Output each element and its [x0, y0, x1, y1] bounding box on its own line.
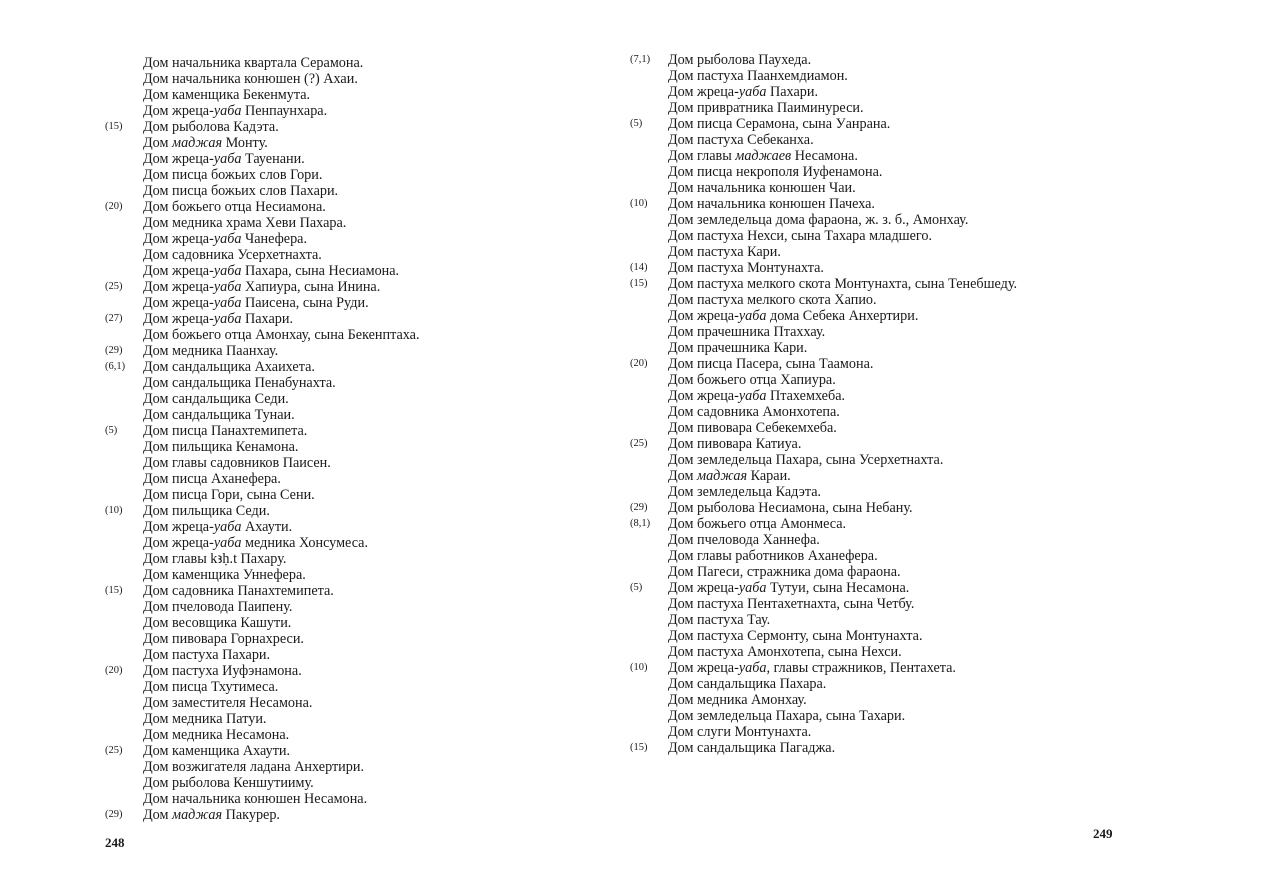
entry-text	[143, 183, 338, 199]
entry-text-main: Дом жреца-	[668, 580, 739, 596]
entry-text	[143, 679, 278, 695]
line-number: (15)	[630, 742, 648, 753]
entry-text	[668, 244, 781, 260]
entry-text	[143, 727, 289, 743]
entry-text	[668, 420, 837, 436]
entry-text-main: Дом главы kꜣḥ.t Пахару.	[143, 551, 287, 567]
line-number: (8,1)	[630, 518, 651, 529]
entry-text-main: Дом писца божьих слов Гори.	[143, 167, 323, 183]
entry-text	[668, 372, 836, 388]
entry-text	[143, 135, 268, 151]
entry-text	[668, 500, 913, 516]
entry-text-italic: уаба	[213, 311, 242, 327]
entry-text-main: Дом сандальщика Седи.	[143, 391, 289, 407]
page-number: 248	[105, 835, 125, 850]
entry-text-main: Дом земледельца Пахара, сына Усерхетнахта.	[668, 452, 944, 468]
entry-text	[668, 436, 801, 452]
entry-text-rest: Пакурер.	[222, 807, 280, 823]
entry-text-main: Дом рыболова Кеншутииму.	[143, 775, 314, 791]
entry-text-main: Дом прачешника Птаххау.	[668, 324, 826, 340]
entry-text	[668, 548, 878, 564]
entry-text-rest: Пахари.	[241, 311, 293, 327]
line-number: (10)	[630, 662, 648, 673]
entry-text	[143, 759, 364, 775]
entry-text-main: Дом сандальщика Пагаджа.	[668, 740, 836, 756]
entry-text-main: Дом пильщика Кенамона.	[143, 439, 299, 455]
left-page	[0, 0, 630, 893]
entry-text-italic: уаба	[213, 519, 242, 535]
entry-text	[143, 407, 295, 423]
entry-text-rest: Монту.	[222, 135, 268, 151]
entry-text	[668, 596, 914, 612]
entry-text-main: Дом земледельца Кадэта.	[668, 484, 822, 500]
entry-text-italic: уаба	[738, 660, 767, 676]
entry-text-main: Дом пастуха Амонхотепа, сына Нехси.	[668, 644, 902, 660]
entry-text-main: Дом жреца-	[143, 151, 214, 167]
entry-text	[668, 708, 905, 724]
entry-text	[668, 212, 968, 228]
entry-text-main: Дом главы	[668, 148, 736, 164]
entry-text-main: Дом пастуха Себеканха.	[668, 132, 814, 148]
entry-text-main: Дом	[143, 135, 173, 151]
entry-text-rest: Хапиура, сына Инина.	[241, 279, 381, 295]
entry-text-main: Дом медника Паанхау.	[143, 343, 279, 359]
entry-text-main: Дом пастуха Иуфэнамона.	[143, 663, 302, 679]
entry-text	[143, 455, 331, 471]
entry-text	[668, 580, 909, 596]
entry-text	[143, 391, 289, 407]
entry-text-main: Дом жреца-	[143, 535, 214, 551]
entry-text-main: Дом медника Амонхау.	[668, 692, 807, 708]
entry-text-main: Дом садовника Амонхотепа.	[668, 404, 840, 420]
entry-text-main: Дом начальника конюшен Несамона.	[143, 791, 368, 807]
entry-text	[668, 644, 902, 660]
line-number: (5)	[105, 425, 118, 436]
entry-text-main: Дом писца Панахтемипета.	[143, 423, 308, 439]
entry-text-main: Дом медника Несамона.	[143, 727, 290, 743]
entry-text-rest: Караи.	[747, 468, 791, 484]
entry-text-main: Дом жреца-	[668, 388, 739, 404]
entry-text	[143, 711, 266, 727]
entry-text	[143, 663, 302, 679]
entry-text	[668, 116, 890, 132]
entry-text-main: Дом божьего отца Несиамона.	[143, 199, 326, 215]
entry-text	[143, 535, 368, 551]
entry-text-main: Дом рыболова Несиамона, сына Небану.	[668, 500, 913, 516]
entry-text-main: Дом писца Гори, сына Сени.	[143, 487, 315, 503]
line-number: (7,1)	[630, 54, 651, 65]
entry-text	[668, 132, 814, 148]
line-number: (15)	[105, 121, 123, 132]
entry-text-main: Дом жреца-	[143, 519, 214, 535]
entry-text-main: Дом садовника Панахтемипета.	[143, 583, 334, 599]
entry-text	[143, 519, 292, 535]
entry-text	[668, 196, 875, 212]
entry-text-main: Дом пастуха Сермонту, сына Монтунахта.	[668, 628, 923, 644]
entry-text-main: Дом пчеловода Ханнефа.	[668, 532, 820, 548]
entry-text-italic: уаба	[738, 580, 767, 596]
entry-text-main: Дом пастуха мелкого скота Монтунахта, сына Тенебшеду.	[668, 276, 1018, 292]
entry-text	[668, 324, 825, 340]
entry-text-rest: Тутуи, сына Несамона.	[766, 580, 910, 596]
entry-text-main: Дом Пагеси, стражника дома фараона.	[668, 564, 901, 580]
entry-text-italic: уаба	[738, 308, 767, 324]
entry-text	[143, 279, 380, 295]
entry-text	[143, 471, 281, 487]
entry-text-main: Дом жреца-	[143, 295, 214, 311]
entry-text-rest: Пахара, сына Несиамона.	[241, 263, 400, 279]
entry-text-main: Дом жреца-	[143, 231, 214, 247]
entry-text	[668, 388, 845, 404]
entry-text	[668, 308, 918, 324]
line-number: (5)	[630, 118, 643, 129]
entry-text-italic: уаба	[213, 263, 242, 279]
entry-text-main: Дом сандальщика Пенабунахта.	[143, 375, 336, 391]
entry-text-main: Дом	[668, 468, 698, 484]
entry-text-italic: уаба	[213, 231, 242, 247]
entry-text-main: Дом начальника конюшен (?) Ахаи.	[143, 71, 358, 87]
entry-text-main: Дом писца Пасера, сына Таамона.	[668, 356, 874, 372]
line-number: (29)	[630, 502, 648, 513]
entry-text	[668, 516, 846, 532]
entry-text-main: Дом жреца-	[143, 103, 214, 119]
entry-text	[668, 292, 877, 308]
page-number: 249	[1093, 826, 1113, 841]
entry-text	[668, 260, 824, 276]
entry-text-main: Дом пастуха Монтунахта.	[668, 260, 824, 276]
entry-text-italic: уаба	[213, 103, 242, 119]
entry-text-main: Дом весовщика Кашути.	[143, 615, 292, 631]
entry-text	[143, 599, 292, 615]
entry-text-main: Дом пивовара Катиуа.	[668, 436, 802, 452]
entry-text	[143, 423, 307, 439]
entry-text-main: Дом каменщика Ахаути.	[143, 743, 291, 759]
entry-text	[143, 247, 322, 263]
entry-text	[668, 340, 807, 356]
entry-text	[143, 327, 420, 343]
entry-text	[143, 199, 326, 215]
entry-text	[143, 359, 315, 375]
entry-text	[143, 263, 399, 279]
line-number: (14)	[630, 262, 648, 273]
line-number: (25)	[630, 438, 648, 449]
entry-text-main: Дом земледельца Пахара, сына Тахари.	[668, 708, 906, 724]
entry-text-main: Дом жреца-	[668, 308, 739, 324]
entry-text-main: Дом начальника конюшен Чаи.	[668, 180, 856, 196]
entry-text	[143, 87, 310, 103]
entry-text-main: Дом божьего отца Амонхау, сына Бекенптаха.	[143, 327, 420, 343]
entry-text-rest: Пахари.	[766, 84, 818, 100]
entry-text-main: Дом пчеловода Паипену.	[143, 599, 293, 615]
entry-text	[668, 180, 856, 196]
line-number: (20)	[105, 665, 123, 676]
entry-text	[143, 631, 304, 647]
entry-text-italic: уаба	[738, 84, 767, 100]
entry-text-main: Дом рыболова Паухеда.	[668, 52, 812, 68]
entry-text	[668, 148, 858, 164]
entry-text	[668, 612, 770, 628]
entry-text	[668, 692, 807, 708]
entry-text-main: Дом пивовара Горнахреси.	[143, 631, 304, 647]
entry-text-main: Дом медника Патуи.	[143, 711, 267, 727]
entry-text-italic: уаба	[738, 388, 767, 404]
entry-text	[668, 84, 818, 100]
entry-text	[143, 567, 306, 583]
line-number: (20)	[630, 358, 648, 369]
line-number: (5)	[630, 582, 643, 593]
entry-text-rest: Несамона.	[791, 148, 858, 164]
entry-text-main: Дом каменщика Бекенмута.	[143, 87, 311, 103]
entry-text-main: Дом пивовара Себекемхеба.	[668, 420, 837, 436]
entry-text	[668, 628, 923, 644]
entry-text	[668, 100, 864, 116]
line-number: (25)	[105, 745, 123, 756]
entry-text	[143, 791, 367, 807]
entry-text	[668, 276, 1017, 292]
entry-text-main: Дом писца Аханефера.	[143, 471, 281, 487]
entry-text	[143, 151, 305, 167]
entry-text-italic: маджая	[697, 468, 748, 484]
entry-text	[143, 743, 290, 759]
entry-text-italic: маджаев	[735, 148, 792, 164]
entry-text	[143, 55, 363, 71]
entry-text-main: Дом медника храма Хеви Пахара.	[143, 215, 347, 231]
entry-text-main: Дом писца Тхутимеса.	[143, 679, 279, 695]
entry-text-main: Дом жреца-	[143, 263, 214, 279]
entry-text-rest: медника Хонсумеса.	[241, 535, 369, 551]
entry-text-rest: дома Себека Анхертири.	[766, 308, 919, 324]
entry-text	[143, 551, 286, 567]
entry-text-main: Дом пильщика Седи.	[143, 503, 270, 519]
entry-text-main: Дом жреца-	[668, 660, 739, 676]
entry-text-main: Дом главы работников Аханефера.	[668, 548, 878, 564]
entry-text	[143, 807, 280, 823]
entry-text	[143, 311, 293, 327]
entry-text	[143, 775, 314, 791]
line-number: (20)	[105, 201, 123, 212]
entry-text	[668, 564, 901, 580]
entry-text	[143, 503, 270, 519]
entry-text-main: Дом пастуха Пентахетнахта, сына Четбу.	[668, 596, 915, 612]
entry-text-main: Дом главы садовников Паисен.	[143, 455, 331, 471]
entry-text-main: Дом сандальщика Ахаихета.	[143, 359, 315, 375]
entry-text-main: Дом пастуха Паанхемдиамон.	[668, 68, 848, 84]
entry-text-italic: уаба	[213, 535, 242, 551]
entry-text-main: Дом писца Серамона, сына Уанрана.	[668, 116, 891, 132]
entry-text-main: Дом садовника Усерхетнахта.	[143, 247, 322, 263]
entry-text-main: Дом привратника Паиминуреси.	[668, 100, 864, 116]
entry-text-main: Дом писца божьих слов Пахари.	[143, 183, 339, 199]
entry-text	[143, 439, 298, 455]
entry-text	[143, 615, 291, 631]
entry-text-italic: маджая	[172, 807, 223, 823]
entry-text-main: Дом пастуха мелкого скота Хапио.	[668, 292, 877, 308]
entry-text	[668, 660, 956, 676]
entry-text-italic: уаба	[213, 151, 242, 167]
entry-text-main: Дом божьего отца Хапиура.	[668, 372, 836, 388]
entry-text-main: Дом	[143, 807, 173, 823]
entry-text-main: Дом прачешника Кари.	[668, 340, 808, 356]
entry-text	[143, 647, 270, 663]
line-number: (15)	[630, 278, 648, 289]
entry-text-main: Дом сандальщика Тунаи.	[143, 407, 295, 423]
entry-text	[668, 740, 835, 756]
entry-text	[143, 167, 322, 183]
entry-text	[668, 52, 811, 68]
entry-text	[668, 164, 882, 180]
entry-text	[143, 71, 358, 87]
entry-text-main: Дом пастуха Нехси, сына Тахара младшего.	[668, 228, 933, 244]
entry-text	[143, 119, 279, 135]
entry-text-italic: маджая	[172, 135, 223, 151]
entry-text-main: Дом пастуха Пахари.	[143, 647, 271, 663]
line-number: (25)	[105, 281, 123, 292]
line-number: (29)	[105, 345, 123, 356]
entry-text	[668, 484, 821, 500]
entry-text	[668, 724, 811, 740]
entry-text-main: Дом писца некрополя Иуфенамона.	[668, 164, 883, 180]
entry-text-rest: , главы стражников, Пентахета.	[766, 660, 956, 676]
entry-text-main: Дом возжигателя ладана Анхертири.	[143, 759, 364, 775]
entry-text-main: Дом начальника конюшен Пачеха.	[668, 196, 875, 212]
entry-text	[143, 295, 369, 311]
entry-text-rest: Пенпаунхара.	[241, 103, 328, 119]
entry-text-rest: Птахемхеба.	[766, 388, 846, 404]
entry-text-rest: Тауенани.	[241, 151, 305, 167]
line-number: (27)	[105, 313, 123, 324]
entry-text-main: Дом слуги Монтунахта.	[668, 724, 812, 740]
entry-text	[668, 68, 848, 84]
entry-text-main: Дом божьего отца Амонмеса.	[668, 516, 847, 532]
line-number: (29)	[105, 809, 123, 820]
entry-text	[143, 343, 278, 359]
entry-text-rest: Чанефера.	[241, 231, 308, 247]
entry-text	[143, 215, 346, 231]
entry-text-main: Дом жреца-	[668, 84, 739, 100]
entry-text-main: Дом сандальщика Пахара.	[668, 676, 827, 692]
entry-text	[668, 452, 943, 468]
entry-text-main: Дом заместителя Несамона.	[143, 695, 313, 711]
entry-text	[668, 356, 873, 372]
entry-text	[668, 228, 932, 244]
entry-text-main: Дом жреца-	[143, 311, 214, 327]
entry-text	[143, 231, 307, 247]
entry-text-main: Дом рыболова Кадэта.	[143, 119, 279, 135]
entry-text-main: Дом каменщика Уннефера.	[143, 567, 306, 583]
line-number: (10)	[630, 198, 648, 209]
entry-text	[143, 583, 334, 599]
entry-text-main: Дом пастуха Тау.	[668, 612, 771, 628]
line-number: (15)	[105, 585, 123, 596]
entry-text-rest: Ахаути.	[241, 519, 293, 535]
entry-text-rest: Паисена, сына Руди.	[241, 295, 369, 311]
entry-text	[143, 487, 315, 503]
entry-text-main: Дом пастуха Кари.	[668, 244, 781, 260]
entry-text	[668, 468, 791, 484]
entry-text	[143, 103, 327, 119]
entry-text-main: Дом начальника квартала Серамона.	[143, 55, 364, 71]
entry-text	[143, 375, 336, 391]
entry-text	[668, 676, 826, 692]
entry-text	[668, 532, 820, 548]
line-number: (6,1)	[105, 361, 126, 372]
entry-text-main: Дом жреца-	[143, 279, 214, 295]
entry-text	[668, 404, 840, 420]
entry-text-main: Дом земледельца дома фараона, ж. з. б., Амонхау.	[668, 212, 969, 228]
line-number: (10)	[105, 505, 123, 516]
entry-text-italic: уаба	[213, 295, 242, 311]
entry-text	[143, 695, 312, 711]
entry-text-italic: уаба	[213, 279, 242, 295]
